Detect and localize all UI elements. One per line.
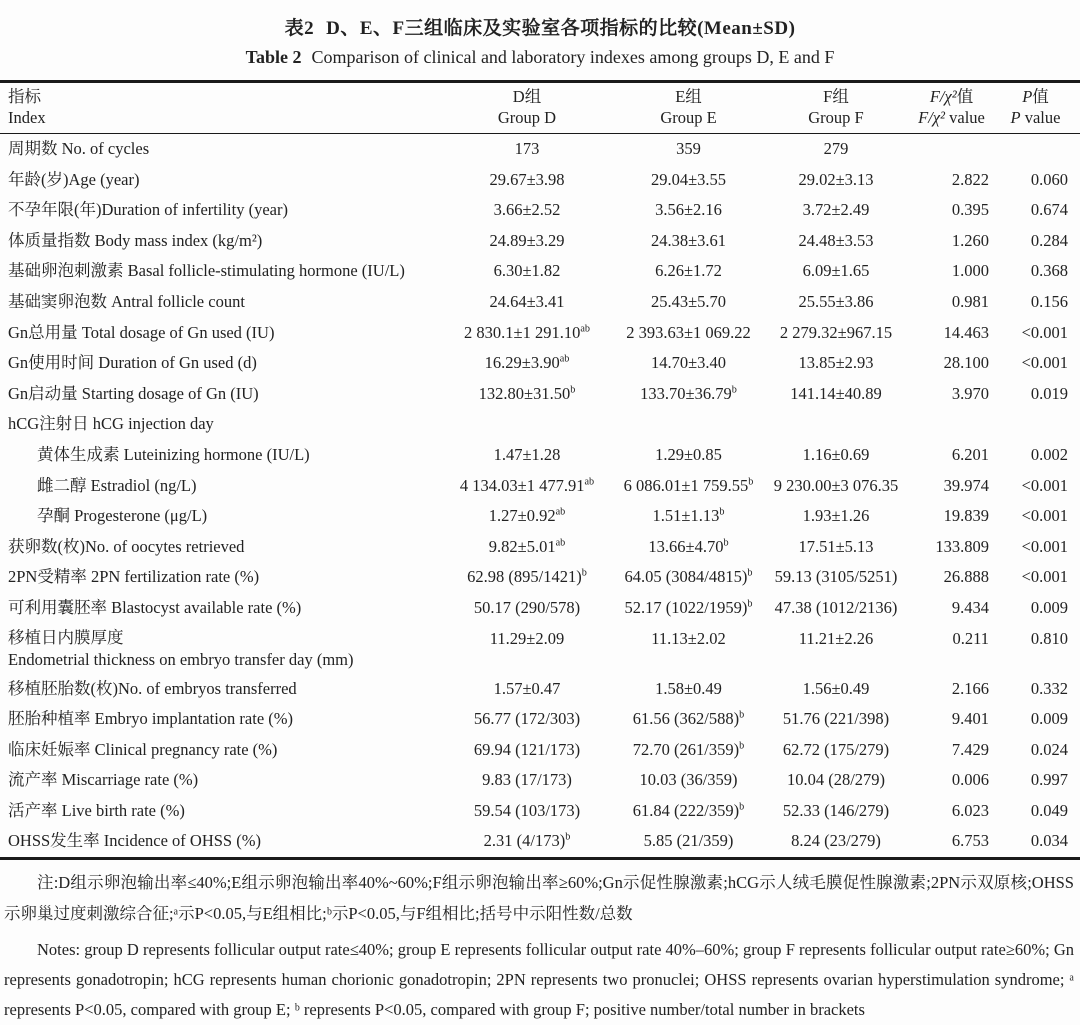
cell-group-f: 1.16±0.69 bbox=[802, 444, 870, 464]
cell-f-chi-value: 0.395 bbox=[951, 200, 989, 220]
cell-group-d: 62.98 $(895/1421)^b$ bbox=[467, 567, 587, 587]
col-header-group-d: D组 Group D bbox=[437, 82, 617, 134]
cell-f-chi-value: 6.201 bbox=[951, 444, 989, 464]
cell-f-chi-value: 7.429 bbox=[951, 739, 989, 759]
cell-group-d bbox=[437, 409, 617, 440]
cell-f-chi-value: 19.839 bbox=[943, 506, 989, 526]
table-row bbox=[0, 624, 1080, 674]
cell-p-value: 0.368 bbox=[1030, 261, 1068, 281]
row-label: 胚胎种植率 Embryo implantation rate (%) bbox=[8, 709, 294, 729]
footnote-zh: 注:D组示卵泡输出率≤40%;E组示卵泡输出率40%~60%;F组示卵泡输出率≥60%;Gn示促性腺激素;hCG示人绒毛膜促性腺激素;2PN示双原核;OHSS示卵巢过度刺激综合征;ᵃ示P<0.05,与E组相比;ᵇ示P<0.05,与F组相比;括号中示阳性数/总数 bbox=[4, 873, 1074, 924]
cell-p-value: 0.024 bbox=[1030, 739, 1068, 759]
cell-f-chi-value: 39.974 bbox=[943, 475, 989, 495]
table-row bbox=[0, 379, 1080, 410]
cell-group-f: 24.48±3.53 bbox=[798, 230, 874, 250]
cell-f-chi-value bbox=[912, 409, 991, 440]
cell-group-d: 24.89±3.29 bbox=[489, 230, 565, 250]
cell-f-chi-value: 26.888 bbox=[943, 567, 989, 587]
cell-group-e: 6.26±1.72 bbox=[655, 261, 722, 281]
row-label: 获卵数(枚)No. of oocytes retrieved bbox=[8, 536, 245, 556]
cell-f-chi-value: 28.100 bbox=[943, 353, 989, 373]
cell-group-e: 1.29±0.85 bbox=[655, 444, 722, 464]
cell-group-f: 141.14±40.89 bbox=[790, 383, 882, 403]
table-row bbox=[0, 674, 1080, 705]
cell-p-value: <0.001 bbox=[1021, 567, 1068, 587]
row-label: 流产率 Miscarriage rate (%) bbox=[8, 770, 199, 790]
col-header-group-f: F组 Group F bbox=[760, 82, 912, 134]
cell-group-e: 359 bbox=[676, 139, 701, 158]
cell-group-f: 13.85±2.93 bbox=[798, 353, 874, 373]
table-row bbox=[0, 165, 1080, 196]
table-row bbox=[0, 796, 1080, 827]
table-row bbox=[0, 826, 1080, 858]
comparison-table bbox=[0, 80, 1080, 860]
cell-p-value: 0.002 bbox=[1030, 444, 1068, 464]
table-title-en-text: Comparison of clinical and laboratory indexes among groups D, E and F bbox=[311, 47, 835, 67]
cell-p-value: 0.060 bbox=[1030, 169, 1068, 189]
cell-group-e: 5.85 (21/359) bbox=[643, 831, 734, 851]
row-label: 可利用囊胚率 Blastocyst available rate (%) bbox=[8, 597, 302, 617]
col-header-f-chi-value: F/χ²值 F/χ² value bbox=[912, 82, 991, 134]
cell-group-f bbox=[760, 409, 912, 440]
table-row bbox=[0, 348, 1080, 379]
cell-p-value: <0.001 bbox=[1021, 475, 1068, 495]
cell-group-f: 11.21±2.26 bbox=[798, 628, 874, 648]
cell-group-e: 72.70 $(261/359)^b$ bbox=[632, 739, 745, 759]
cell-group-d: 16.29±3.90$^{ab}$ bbox=[484, 353, 570, 373]
cell-group-f: 52.33 (146/279) bbox=[782, 800, 890, 820]
cell-group-e: 13.66±4.70$^b$ bbox=[648, 536, 729, 556]
row-label: Gn启动量 Starting dosage of Gn (IU) bbox=[8, 383, 259, 403]
cell-group-d: 9.83 (17/173) bbox=[482, 770, 572, 790]
cell-group-f: 279 bbox=[823, 139, 849, 158]
cell-group-f: 8.24 (23/279) bbox=[791, 831, 881, 851]
cell-group-e bbox=[617, 409, 760, 440]
cell-group-e: 3.56±2.16 bbox=[655, 200, 722, 220]
table-row bbox=[0, 735, 1080, 766]
cell-f-chi-value: 6.753 bbox=[951, 831, 989, 851]
cell-group-d: 2 830.1±1 291.10$^{ab}$ bbox=[464, 322, 590, 342]
cell-group-d: 56.77 (172/303) bbox=[473, 709, 581, 729]
cell-f-chi-value: 9.434 bbox=[951, 597, 989, 617]
cell-group-e: 61.56 $(362/588)^b$ bbox=[632, 709, 745, 729]
cell-group-d: 3.66±2.52 bbox=[493, 200, 561, 220]
table-row bbox=[0, 440, 1080, 471]
row-label: OHSS发生率 Incidence of OHSS (%) bbox=[8, 831, 261, 851]
cell-group-e: 11.13±2.02 bbox=[651, 628, 726, 648]
cell-p-value: <0.001 bbox=[1021, 536, 1068, 556]
cell-group-e: 6 086.01±1 759.55$^b$ bbox=[623, 475, 754, 495]
footnote-en: Notes: group D represents follicular output rate≤40%; group E represents follicular output rate 40%–60%; group F represents follicular output rate≥60%; Gn represents gonadotropin; hCG represents human chorionic gonadotropin; 2PN represents two pronuclei; OHSS represents ovarian hyperstimulation syndrome; ᵃ represents P<0.05, compared with group E; ᵇ represents P<0.05, compared with group F; positive number/total number in brackets bbox=[4, 940, 1074, 1020]
row-label: 活产率 Live birth rate (%) bbox=[8, 800, 185, 820]
cell-group-e: 61.84 $(222/359)^b$ bbox=[632, 800, 745, 820]
table-number-en: Table 2 bbox=[245, 47, 302, 67]
cell-p-value: <0.001 bbox=[1021, 322, 1068, 342]
cell-f-chi-value bbox=[912, 134, 991, 165]
cell-f-chi-value: 14.463 bbox=[943, 322, 989, 342]
col-header-p-value: P值 P value bbox=[991, 82, 1080, 134]
row-label: 雌二醇 Estradiol (ng/L) bbox=[37, 475, 197, 495]
cell-group-e: 29.04±3.55 bbox=[650, 169, 727, 189]
cell-group-d: 1.27±0.92$^{ab}$ bbox=[488, 506, 566, 526]
table-row bbox=[0, 704, 1080, 735]
table-row bbox=[0, 562, 1080, 593]
cell-group-d: 1.47±1.28 bbox=[493, 444, 561, 464]
row-label: 周期数 No. of cycles bbox=[8, 139, 150, 158]
table-row bbox=[0, 134, 1080, 165]
row-label: Gn总用量 Total dosage of Gn used (IU) bbox=[8, 322, 275, 342]
table-row bbox=[0, 195, 1080, 226]
cell-group-f: 51.76 (221/398) bbox=[782, 709, 890, 729]
cell-f-chi-value: 2.166 bbox=[951, 678, 989, 698]
cell-group-e: 25.43±5.70 bbox=[650, 291, 727, 311]
cell-f-chi-value: 0.006 bbox=[951, 770, 989, 790]
row-label: 孕酮 Progesterone (μg/L) bbox=[37, 506, 208, 526]
cell-p-value: 0.332 bbox=[1030, 678, 1068, 698]
row-label: 2PN受精率 2PN fertilization rate (%) bbox=[8, 567, 260, 587]
row-label: 体质量指数 Body mass index (kg/m²) bbox=[8, 230, 263, 250]
table-row bbox=[0, 256, 1080, 287]
cell-group-f: 25.55±3.86 bbox=[798, 291, 874, 311]
cell-p-value bbox=[991, 134, 1080, 165]
cell-f-chi-value: 1.000 bbox=[951, 261, 989, 281]
cell-group-d: 2.31 $(4/173)^b$ bbox=[483, 831, 571, 851]
cell-p-value: 0.674 bbox=[1030, 200, 1068, 220]
col-header-group-e: E组 Group E bbox=[617, 82, 760, 134]
cell-group-f: 9 230.00±3 076.35 bbox=[773, 475, 899, 495]
row-label: 不孕年限(年)Duration of infertility (year) bbox=[8, 200, 288, 220]
cell-f-chi-value: 9.401 bbox=[951, 709, 989, 729]
table-row bbox=[0, 287, 1080, 318]
cell-group-d: 1.57±0.47 bbox=[493, 678, 561, 698]
cell-group-e: 24.38±3.61 bbox=[650, 230, 727, 250]
table-title-zh-text: D、E、F三组临床及实验室各项指标的比较(Mean±SD) bbox=[326, 18, 796, 39]
cell-f-chi-value: 133.809 bbox=[935, 536, 989, 556]
table-header bbox=[0, 82, 1080, 134]
cell-p-value: 0.034 bbox=[1030, 831, 1068, 851]
row-label: Gn使用时间 Duration of Gn used (d) bbox=[8, 353, 257, 373]
cell-p-value: 0.009 bbox=[1030, 709, 1068, 729]
cell-f-chi-value: 6.023 bbox=[951, 800, 989, 820]
row-label: 黄体生成素 Luteinizing hormone (IU/L) bbox=[37, 444, 310, 464]
table-number-zh: 表2 bbox=[284, 18, 315, 39]
cell-f-chi-value: 3.970 bbox=[951, 383, 989, 403]
cell-p-value bbox=[991, 409, 1080, 440]
cell-p-value: 0.997 bbox=[1030, 770, 1068, 790]
row-label: 年龄(岁)Age (year) bbox=[8, 169, 140, 189]
cell-p-value: 0.284 bbox=[1030, 230, 1068, 250]
cell-p-value: <0.001 bbox=[1021, 506, 1068, 526]
table-row bbox=[0, 471, 1080, 502]
cell-group-d: 132.80±31.50$^b$ bbox=[478, 383, 576, 403]
table-row bbox=[0, 226, 1080, 257]
cell-group-e: 2 393.63±1 069.22 bbox=[626, 322, 751, 342]
cell-p-value: 0.019 bbox=[1030, 383, 1068, 403]
cell-group-f: 3.72±2.49 bbox=[802, 200, 870, 220]
cell-f-chi-value: 1.260 bbox=[951, 230, 989, 250]
cell-f-chi-value: 0.981 bbox=[951, 291, 989, 311]
cell-p-value: 0.009 bbox=[1030, 597, 1068, 617]
cell-group-e: 64.05 $(3084/4815)^b$ bbox=[624, 567, 753, 587]
cell-f-chi-value: 2.822 bbox=[951, 169, 989, 189]
table-row bbox=[0, 532, 1080, 563]
table-title-zh bbox=[0, 0, 1080, 47]
cell-group-d: 173 bbox=[514, 139, 540, 158]
table-row bbox=[0, 409, 1080, 440]
cell-p-value: 0.156 bbox=[1030, 291, 1068, 311]
cell-group-d: 9.82±5.01$^{ab}$ bbox=[488, 536, 566, 556]
cell-group-f: 59.13 (3105/5251) bbox=[774, 567, 898, 587]
cell-group-d: 24.64±3.41 bbox=[489, 291, 565, 311]
cell-group-e: 10.03 (36/359) bbox=[639, 770, 738, 790]
cell-group-e: 1.58±0.49 bbox=[655, 678, 722, 698]
cell-group-f: 10.04 (28/279) bbox=[786, 770, 886, 790]
cell-group-d: 50.17 (290/578) bbox=[473, 597, 581, 617]
cell-group-d: 4 134.03±1 477.91$^{ab}$ bbox=[459, 475, 595, 495]
row-label: 临床妊娠率 Clinical pregnancy rate (%) bbox=[8, 739, 278, 759]
cell-group-f: 1.56±0.49 bbox=[802, 678, 870, 698]
cell-group-f: 29.02±3.13 bbox=[798, 169, 874, 189]
cell-group-f: 17.51±5.13 bbox=[798, 536, 874, 556]
row-label: 移植日内膜厚度 Endometrial thickness on embryo transfer day (mm) bbox=[8, 627, 354, 669]
cell-group-e: 133.70±36.79$^b$ bbox=[640, 383, 737, 403]
cell-group-f: 1.93±1.26 bbox=[802, 506, 870, 526]
cell-group-f: 62.72 (175/279) bbox=[782, 739, 890, 759]
cell-group-e: 52.17 $(1022/1959)^b$ bbox=[624, 597, 753, 617]
row-label: 移植胚胎数(枚)No. of embryos transferred bbox=[8, 678, 297, 698]
row-label: 基础卵泡刺激素 Basal follicle-stimulating hormone (IU/L) bbox=[8, 261, 405, 281]
table-row bbox=[0, 318, 1080, 349]
cell-p-value: 0.049 bbox=[1030, 800, 1068, 820]
table-row bbox=[0, 501, 1080, 532]
cell-group-e: 1.51±1.13$^b$ bbox=[652, 506, 725, 526]
cell-p-value: 0.810 bbox=[1030, 628, 1068, 648]
cell-group-d: 29.67±3.98 bbox=[489, 169, 565, 189]
cell-group-d: 69.94 (121/173) bbox=[473, 739, 581, 759]
cell-group-d: 11.29±2.09 bbox=[489, 628, 565, 648]
table-title-en bbox=[0, 47, 1080, 80]
cell-group-e: 14.70±3.40 bbox=[650, 353, 727, 373]
cell-group-f: 47.38 (1012/2136) bbox=[774, 597, 898, 617]
table-row bbox=[0, 593, 1080, 624]
cell-group-f: 2 279.32±967.15 bbox=[779, 322, 893, 342]
cell-f-chi-value: 0.211 bbox=[952, 628, 989, 648]
cell-p-value: <0.001 bbox=[1021, 353, 1068, 373]
cell-group-d: 6.30±1.82 bbox=[493, 261, 561, 281]
row-label: hCG注射日 hCG injection day bbox=[8, 414, 214, 434]
table-row bbox=[0, 765, 1080, 796]
row-label: 基础窦卵泡数 Antral follicle count bbox=[8, 291, 245, 311]
table-body bbox=[0, 134, 1080, 859]
cell-group-d: 59.54 (103/173) bbox=[473, 800, 581, 820]
cell-group-f: 6.09±1.65 bbox=[802, 261, 870, 281]
col-header-index: 指标 Index bbox=[0, 82, 437, 134]
